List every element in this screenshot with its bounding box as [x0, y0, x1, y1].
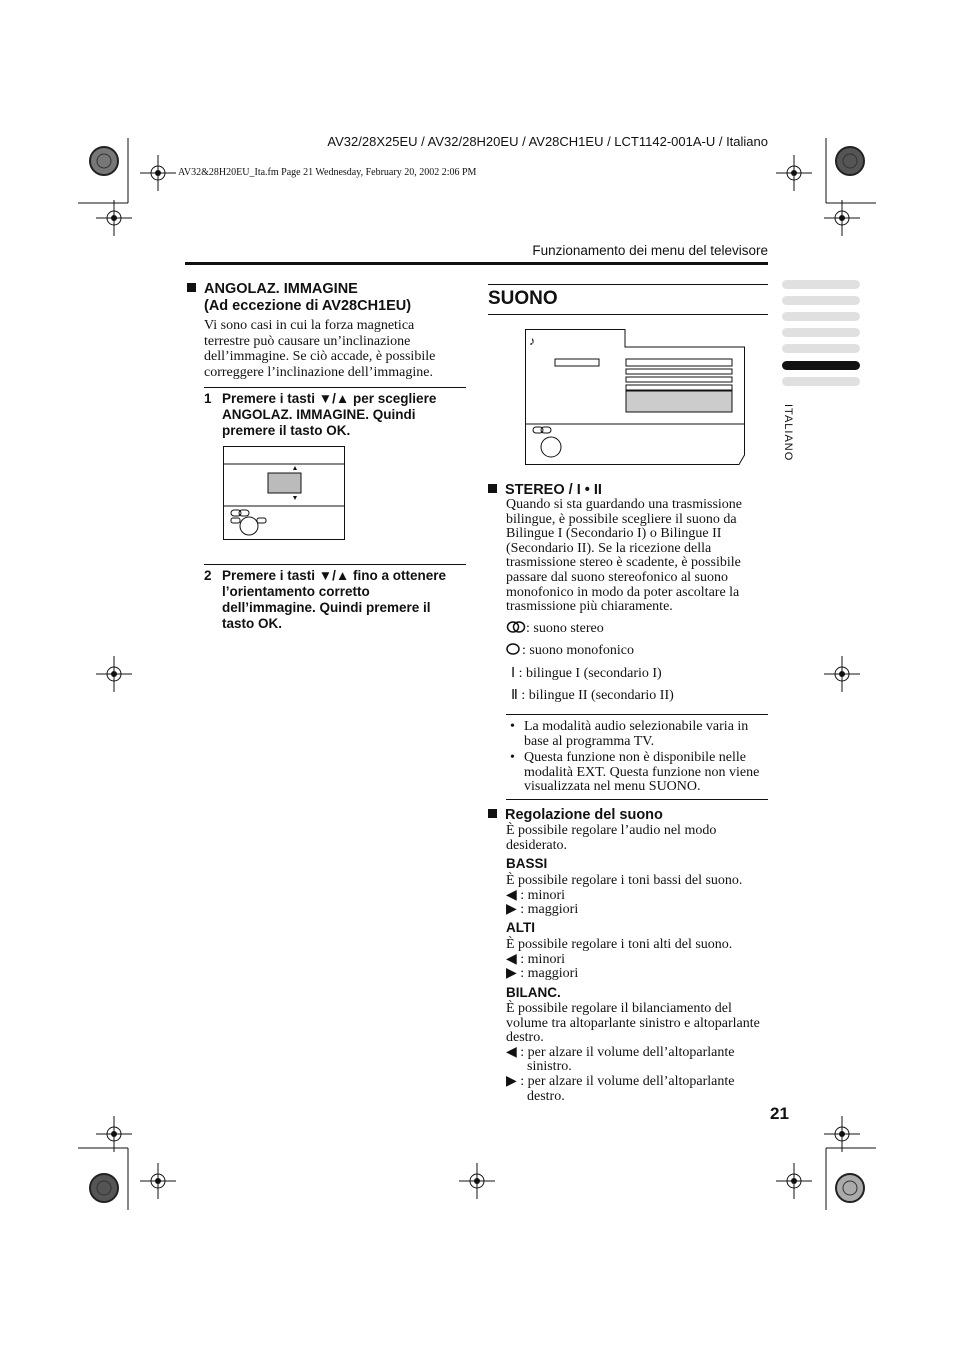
- bilanc-text: È possibile regolare il bilanciamento del volume tra altoparlante sinistro e altoparlante destro. ◀ : per alzare il volume dell’altoparlante sinistro. ▶ : per alzare il volume dell’altoparlante destro.: [506, 1001, 760, 1104]
- note-item: • Questa funzione non è disponibile nelle modalità EXT. Questa funzione non viene visualizzata nel menu SUONO.: [510, 750, 760, 795]
- angolaz-heading: ANGOLAZ. IMMAGINE (Ad eccezione di AV28CH1EU): [187, 281, 411, 315]
- left-arrow-icon: ◀: [506, 1044, 517, 1060]
- svg-text:♪: ♪: [529, 334, 535, 348]
- left-arrow-icon: ◀: [506, 951, 517, 967]
- title-rule-bottom: [488, 314, 768, 315]
- note-item: • La modalità audio selezionabile varia in base al programma TV.: [510, 719, 749, 749]
- angolaz-intro: Vi sono casi in cui la forza magnetica terrestre può causare un’inclinazione dell’immagine. Se ciò accade, è possibile correggere l’inclinazione dell’immagine.: [204, 318, 436, 380]
- crosshair-mark-icon: [776, 1163, 812, 1199]
- bassi-heading: BASSI: [506, 856, 548, 871]
- right-arrow-icon: ▶: [506, 1073, 517, 1089]
- language-tab: [782, 328, 860, 337]
- crosshair-mark-icon: [824, 1116, 860, 1152]
- mono-icon: [506, 643, 522, 655]
- language-tab: [782, 377, 860, 386]
- step-2: 2 Premere i tasti ▼/▲ fino a ottenere l’orientamento corretto dell’immagine. Quindi premere il tasto OK.: [204, 568, 447, 631]
- language-tab-active: [782, 361, 860, 370]
- crosshair-mark-icon: [140, 1163, 176, 1199]
- page-number: 21: [770, 1104, 789, 1123]
- bilanc-heading: BILANC.: [506, 985, 561, 1000]
- square-bullet-icon: [488, 809, 497, 818]
- mode-mono: : suono monofonico: [506, 643, 634, 659]
- regolazione-heading: Regolazione del suono: [488, 807, 663, 824]
- divider: [506, 714, 768, 715]
- suono-title: SUONO: [488, 288, 558, 309]
- right-arrow-icon: ▶: [506, 902, 517, 918]
- stereo-heading: STEREO / I • II: [488, 482, 602, 499]
- sound-menu-illustration: [525, 329, 747, 465]
- title-rule-top: [488, 284, 768, 285]
- regolazione-text: È possibile regolare l’audio nel modo desiderato.: [506, 823, 717, 853]
- square-bullet-icon: [488, 484, 497, 493]
- stereo-text: Quando si sta guardando una trasmissione bilingue, è possibile scegliere il suono da Bilingue I (Secondario I) o Bilingue II (Secondario II). Se la ricezione della trasmissione stereo è scadente, è possibile passare dal suono stereofonico al suono monofonico in modo da poter ascoltare la trasmissione più chiaramente.: [506, 497, 743, 615]
- registration-circle-icon: [88, 1172, 120, 1204]
- crosshair-mark-icon: [776, 155, 812, 191]
- alti-text: È possibile regolare i toni alti del suono. ◀ : minori ▶ : maggiori: [506, 937, 733, 982]
- divider: [506, 799, 768, 800]
- mode-bilingual-2: Ⅱ : bilingue II (secondario II): [511, 688, 674, 703]
- section-header: Funzionamento dei menu del televisore: [532, 243, 768, 258]
- crosshair-mark-icon: [140, 155, 176, 191]
- square-bullet-icon: [187, 283, 196, 292]
- mode-stereo: : suono stereo: [506, 621, 604, 637]
- language-label: ITALIANO: [782, 404, 794, 462]
- stereo-icon: [506, 621, 526, 633]
- crosshair-mark-icon: [459, 1163, 495, 1199]
- language-tab: [782, 312, 860, 321]
- registration-circle-icon: [834, 1172, 866, 1204]
- language-tab: [782, 344, 860, 353]
- divider: [204, 387, 466, 388]
- left-arrow-icon: ◀: [506, 887, 517, 903]
- file-info-line: AV32&28H20EU_Ita.fm Page 21 Wednesday, February 20, 2002 2:06 PM: [178, 167, 477, 178]
- bilingual-two-icon: Ⅱ: [511, 688, 518, 703]
- registration-circle-icon: [88, 145, 120, 177]
- bilingual-one-icon: Ⅰ: [511, 666, 516, 681]
- crosshair-mark-icon: [824, 656, 860, 692]
- language-tab: [782, 296, 860, 305]
- bassi-text: È possibile regolare i toni bassi del suono. ◀ : minori ▶ : maggiori: [506, 873, 743, 918]
- divider: [204, 564, 466, 565]
- crosshair-mark-icon: [96, 656, 132, 692]
- right-arrow-icon: ▶: [506, 966, 517, 982]
- registration-circle-icon: [834, 145, 866, 177]
- crosshair-mark-icon: [96, 200, 132, 236]
- model-line: AV32/28X25EU / AV32/28H20EU / AV28CH1EU / LCT1142-001A-U / Italiano: [327, 134, 768, 149]
- notes: [510, 720, 768, 795]
- crosshair-mark-icon: [96, 1116, 132, 1152]
- alti-heading: ALTI: [506, 920, 535, 935]
- crosshair-mark-icon: [824, 200, 860, 236]
- step-1: 1 Premere i tasti ▼/▲ per scegliere ANGOLAZ. IMMAGINE. Quindi premere il tasto OK.: [204, 391, 437, 438]
- angle-screen-illustration: [223, 446, 345, 540]
- mode-bilingual-1: Ⅰ : bilingue I (secondario I): [511, 666, 662, 681]
- language-tab: [782, 280, 860, 289]
